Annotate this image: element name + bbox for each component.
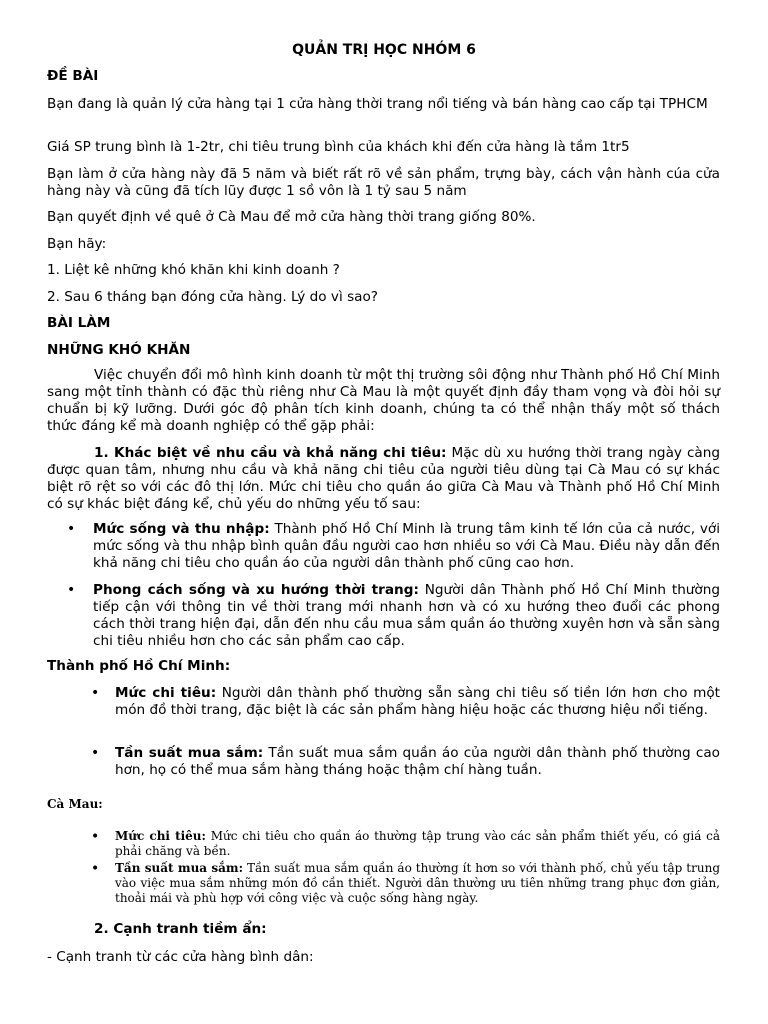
de-bai-line-2: Giá SP trung bình là 1-2tr, chi tiêu trung bình của khách khi đến cửa hàng là tầm 1tr5 [47,139,630,155]
bullet-muc-song [93,521,720,572]
hcm-heading: Thành phố Hồ Chí Minh: [47,658,231,674]
point-1-paragraph [47,445,720,513]
de-bai-question-1: 1. Liệt kê những khó khăn khi kinh doanh ? [47,262,340,278]
bullet-text: Người dân thành phố thường sẵn sàng chi tiêu số tiền lớn hơn cho một món đồ thời trang, đặc biệt là các sản phẩm hàng hiệu hoặc các thương hiệu nổi tiếng. [115,685,721,718]
bullet-phong-cach [93,582,720,650]
point-2-line: - Cạnh tranh từ các cửa hàng bình dân: [47,949,314,965]
de-bai-line-5: Bạn hãy: [47,236,107,252]
bai-lam-heading: BÀI LÀM [47,315,111,331]
de-bai-line-3: Bạn làm ở cửa hàng này đã 5 năm và biết rất rõ về sản phẩm, trựng bày, cách vận hành cúa cửa hàng này và cũng đã tích lũy được 1 sồ vôn là 1 tỷ sau 5 năm [47,166,720,199]
bullet-label: Tần suất mua sắm: [115,861,244,875]
de-bai-heading: ĐỀ BÀI [47,68,99,84]
page-title: QUẢN TRỊ HỌC NHÓM 6 [292,42,476,58]
bullet-dot: • [91,745,100,761]
point-2-heading: 2. Cạnh tranh tiềm ẩn: [94,921,267,937]
bullet-dot: • [91,829,100,845]
de-bai-line-4: Bạn quyết định về quê ở Cà Mau để mở cửa hàng thời trang giống 80%. [47,209,536,225]
bullet-text: Tần suất mua sắm quần áo thường ít hơn so với thành phố, chủ yếu tập trung vào việc mua sắm những món đồ cần thiết. Người dân thường ưu tiên những trang phục đơn giản, thoải mái và phù hợp với công việc và cuộc sống hàng ngày. [115,861,720,905]
bullet-label: Mức chi tiêu: [115,829,206,843]
bullet-dot: • [67,582,76,598]
bullet-label: Tần suất mua sắm: [115,745,264,761]
bullet-cm-tan-suat [115,861,720,906]
bullet-cm-chi-tieu [115,829,720,859]
point-1-text: Mặc dù xu hướng thời trang ngày càng được quan tâm, nhưng nhu cầu và khả năng chi tiêu của người tiêu dùng tại Cà Mau có sự khác biệt rõ rệt so với các đô thị lớn. Mức chi tiêu cho quần áo giữa Cà Mau và Thành phố Hồ Chí Minh có sự khác biệt đáng kể, chủ yếu do những yếu tố sau: [47,445,720,512]
intro-paragraph: Việc chuyển đổi mô hình kinh doanh từ một thị trường sôi động như Thành phố Hồ Chí Minh sang một tỉnh thành có đặc thù riêng như Cà Mau là một quyết định đầy tham vọng và đòi hỏi sự chuẩn bị kỹ lưỡng. Dưới góc độ phân tích kinh doanh, chúng ta có thể nhận thấy một số thách thức đáng kể mà doanh nghiệp có thể gặp phải: [47,367,720,434]
bullet-hcm-tan-suat [115,745,720,779]
bullet-text: Tần suất mua sắm quần áo của người dân thành phố thường cao hơn, họ có thể mua sắm hàng tháng hoặc thậm chí hàng tuần. [115,745,720,778]
de-bai-line-1: Bạn đang là quản lý cửa hàng tại 1 cửa hàng thời trang nổi tiếng và bán hàng cao cấp tại TPHCM [47,96,708,112]
bullet-label: Phong cách sống và xu hướng thời trang: [93,582,419,598]
bullet-label: Mức chi tiêu: [115,685,217,701]
bullet-dot: • [91,861,100,877]
bullet-dot: • [67,521,76,537]
bullet-dot: • [91,685,100,701]
bullet-label: Mức sống và thu nhập: [93,521,270,537]
point-1-heading: 1. Khác biệt về nhu cầu và khả năng chi tiêu: [94,445,447,461]
bullet-text: Người dân Thành phố Hồ Chí Minh thường tiếp cận với thông tin về thời trang mới nhanh hơn và có xu hướng theo đuổi các phong cách thời trang hiện đại, dẫn đến nhu cầu mua sắm quần áo thường xuyên hơn và sẵn sàng chi tiêu nhiều hơn cho các sản phẩm cao cấp. [93,582,720,649]
de-bai-question-2: 2. Sau 6 tháng bạn đóng cửa hàng. Lý do vì sao? [47,289,379,305]
bullet-hcm-chi-tieu [115,685,720,719]
bullet-text: Thành phố Hồ Chí Minh là trung tâm kinh tế lớn của cả nước, với mức sống và thu nhập bình quân đầu người cao hơn nhiều so với Cà Mau. Điều này dẫn đến khả năng chi tiêu cho quần áo của người dân thành phố cũng cao hơn. [93,521,720,571]
bullet-text: Mức chi tiêu cho quần áo thường tập trung vào các sản phẩm thiết yếu, có giá cả phải chăng và bền. [115,829,720,858]
kho-khan-heading: NHỮNG KHÓ KHĂN [47,342,191,358]
camau-heading: Cà Mau: [47,797,103,811]
